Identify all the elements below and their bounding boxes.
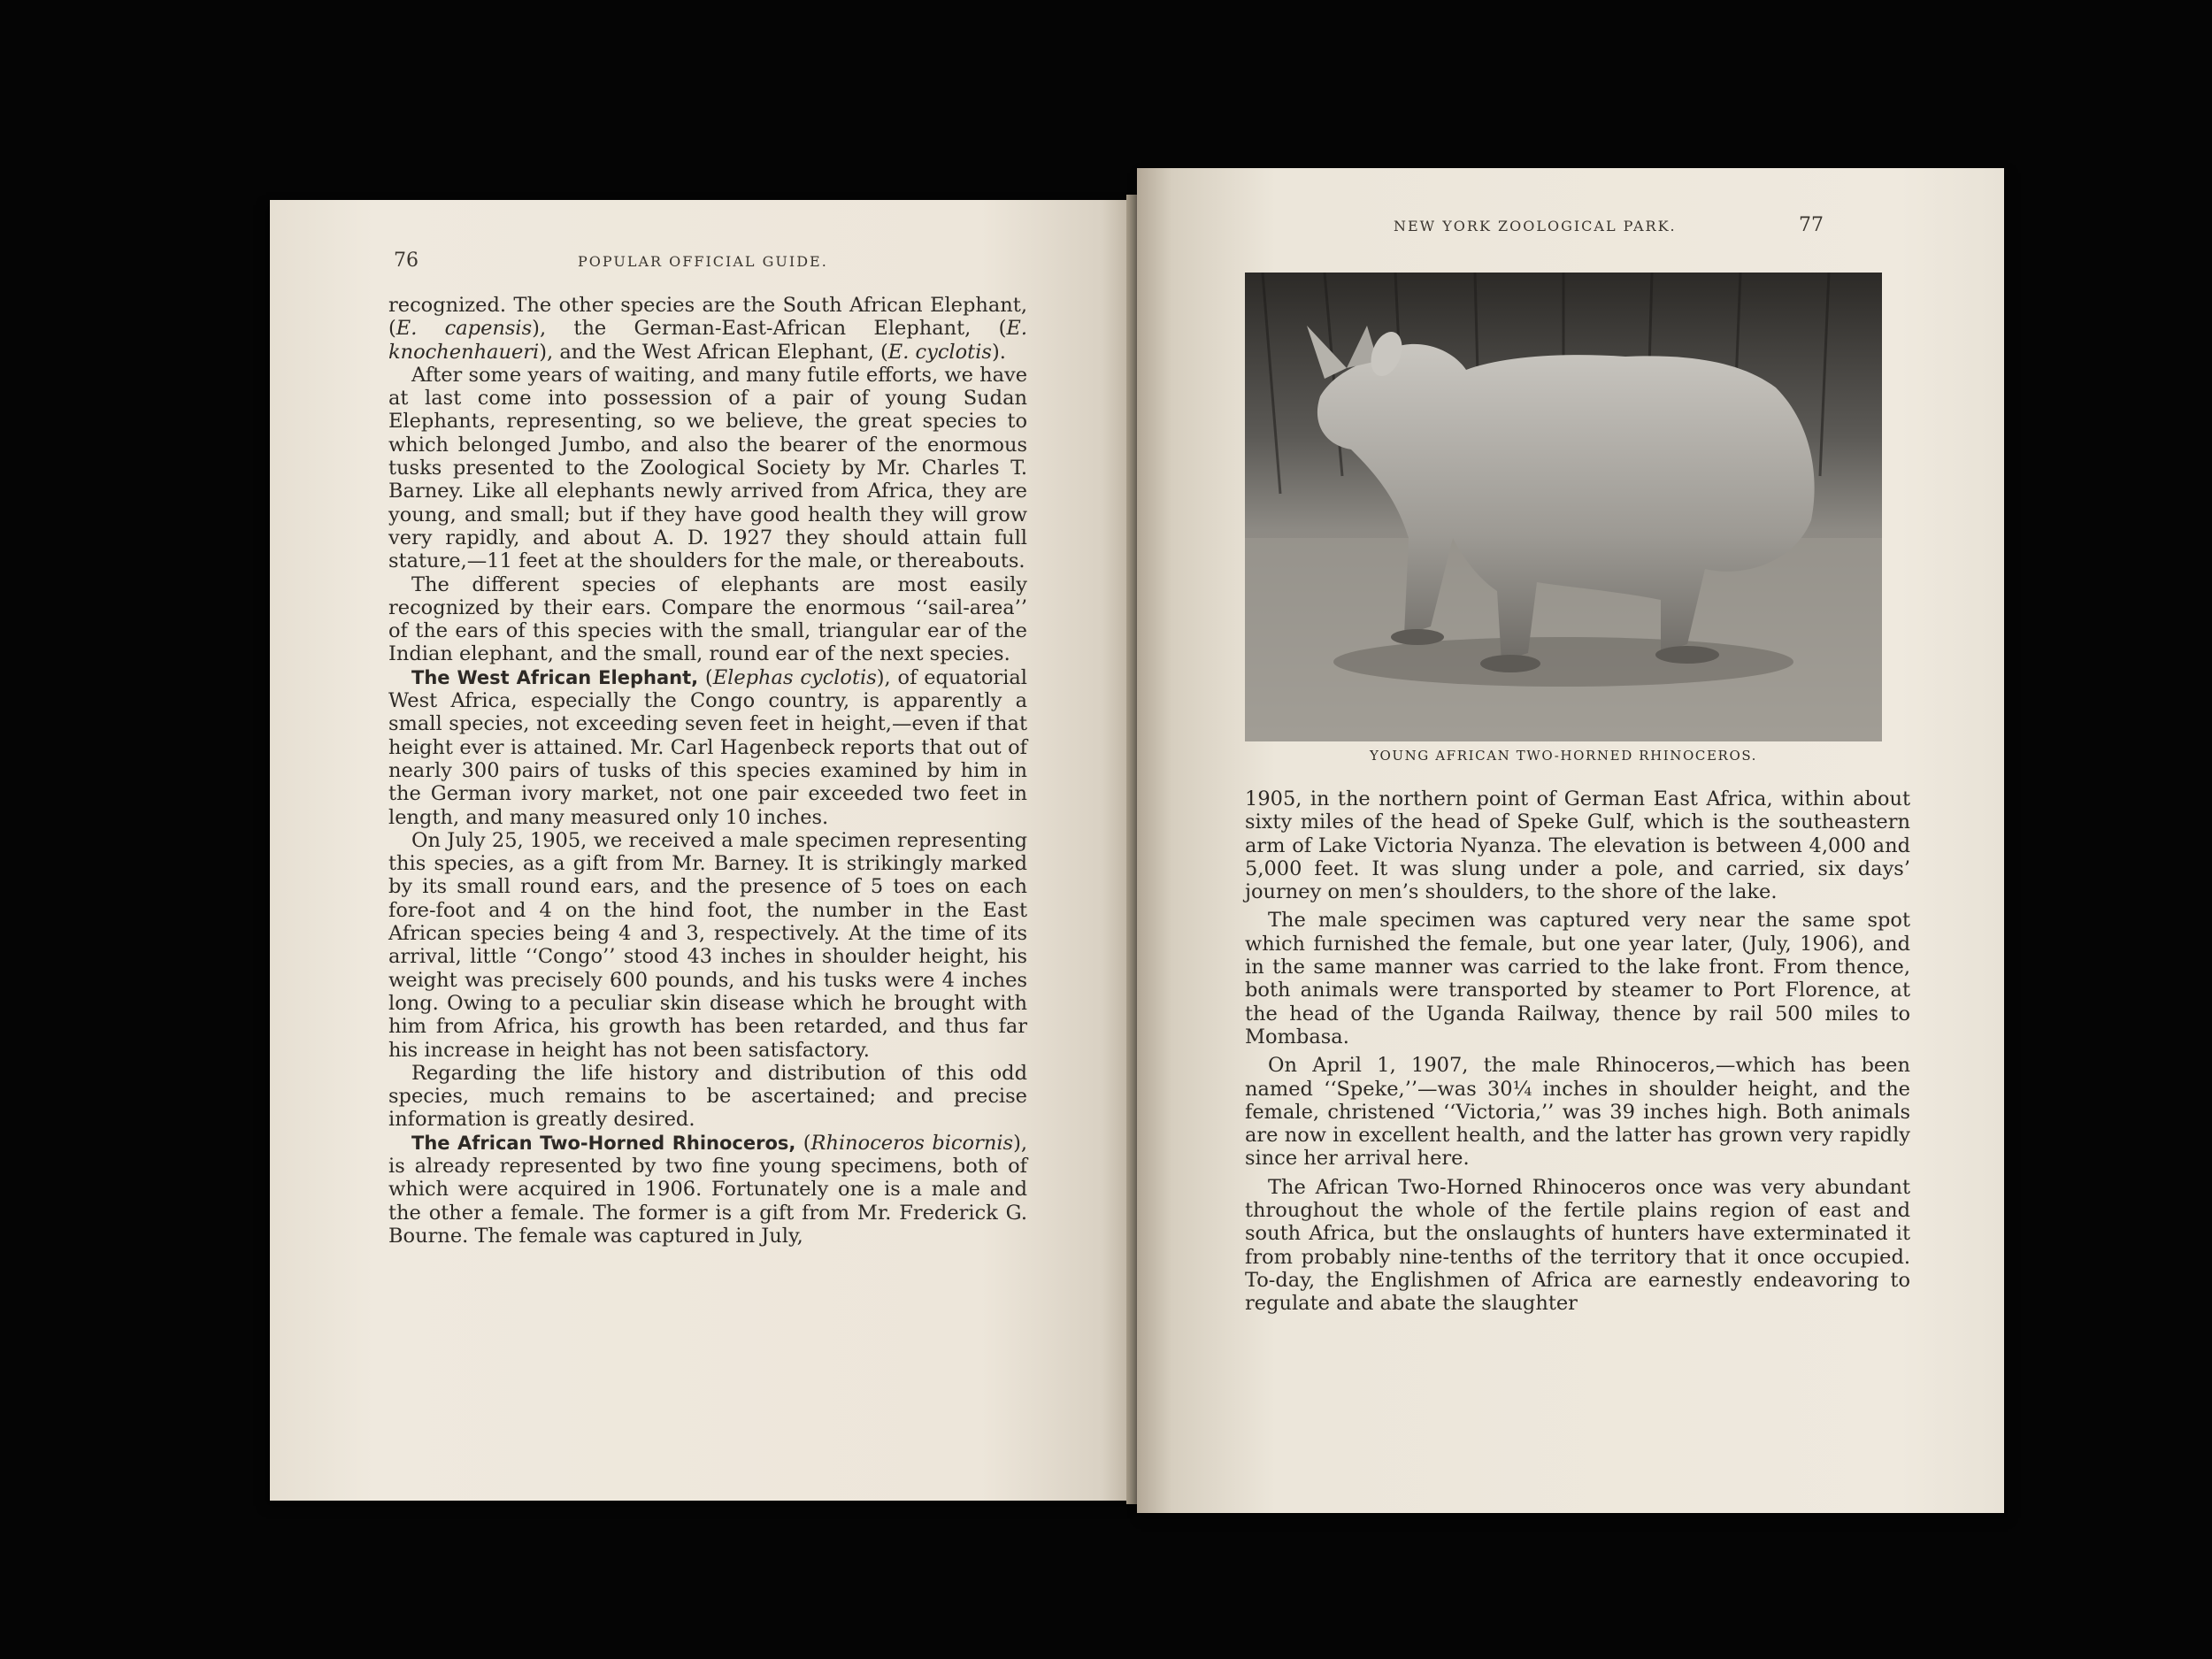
paragraph: The different species of elephants are most easily recognized by their ears. Compare the enormous ‘‘sail-area’’ of the ears of this species with the small, triangular ear of the Indian elephant, and the small, round ear of the next species.: [388, 572, 1027, 666]
right-page-text: [1245, 787, 1910, 1316]
paragraph: The African Two-Horned Rhinoceros once was very abundant throughout the whole of the fertile plains region of east and south Africa, but the onslaughts of hunters have exterminated it from probably nine-tenths of the territory that it once occupied. To-day, the Englishmen of Africa are earnestly endeavoring to regulate and abate the slaughter: [1245, 1175, 1910, 1316]
running-head-right: NEW YORK ZOOLOGICAL PARK.: [1394, 218, 1677, 234]
open-book: [270, 168, 2004, 1517]
left-page: [270, 200, 1137, 1501]
paragraph: The African Two-Horned Rhinoceros, (Rhinoceros bicornis), is already represented by two fine young specimens, both of which were acquired in 1906. Fortunately one is a male and the other a female. The former is a gift from Mr. Frederick G. Bourne. The female was captured in July,: [388, 1131, 1027, 1248]
right-page: [1137, 168, 2004, 1513]
paragraph: Regarding the life history and distribution of this odd species, much remains to be ascertained; and precise information is greatly desired.: [388, 1061, 1027, 1132]
page-number-right: 77: [1799, 214, 1824, 236]
paragraph: On April 1, 1907, the male Rhinoceros,—which has been named ‘‘Speke,’’—was 30¼ inches in shoulder height, and the female, christened ‘‘Victoria,’’ was 39 inches high. Both animals are now in excellent health, and the latter has grown very rapidly since her arrival here.: [1245, 1054, 1910, 1171]
page-number-left: 76: [394, 250, 419, 272]
section-heading: The African Two-Horned Rhinoceros,: [411, 1132, 796, 1154]
running-head-left: POPULAR OFFICIAL GUIDE.: [578, 253, 828, 270]
photo-caption: YOUNG AFRICAN TWO-HORNED RHINOCEROS.: [1369, 748, 1758, 764]
rhinoceros-photo: [1245, 273, 1882, 741]
left-page-text: [388, 294, 1027, 1248]
paragraph: The male specimen was captured very near the same spot which furnished the female, but one year later, (July, 1906), and in the same manner was carried to the lake front. From thence, both animals were transported by steamer to Port Florence, at the head of the Uganda Railway, thence by rail 500 miles to Mombasa.: [1245, 909, 1910, 1048]
paragraph: 1905, in the northern point of German East Africa, within about sixty miles of the head of Speke Gulf, which is the southeastern arm of Lake Victoria Nyanza. The elevation is between 4,000 and 5,000 feet. It was slung under a pole, and carried, six days’ journey on men’s shoulders, to the shore of the lake.: [1245, 787, 1910, 904]
paragraph: On July 25, 1905, we received a male specimen representing this species, as a gift from Mr. Barney. It is strikingly marked by its small round ears, and the presence of 5 toes on each fore-foot and 4 on the hind foot, the number in the East African species being 4 and 3, respectively. At the time of its arrival, little ‘‘Congo’’ stood 43 inches in shoulder height, his weight was precisely 600 pounds, and his tusks were 4 inches long. Owing to a peculiar skin disease which he brought with him from Africa, his growth has been retarded, and thus far his increase in height has not been satisfactory.: [388, 828, 1027, 1062]
paragraph: After some years of waiting, and many futile efforts, we have at last come into possession of a pair of young Sudan Elephants, representing, so we believe, the great species to which belonged Jumbo, and also the bearer of the enormous tusks presented to the Zoological Society by Mr. Charles T. Barney. Like all elephants newly arrived from Africa, they are young, and small; but if they have good health they will grow very rapidly, and about A. D. 1927 they should attain full stature,—11 feet at the shoulders for the male, or thereabouts.: [388, 363, 1028, 573]
paragraph: The West African Elephant, (Elephas cyclotis), of equatorial West Africa, especially the Congo country, is apparently a small species, not exceeding seven feet in height,—even if that height ever is attained. Mr. Carl Hagenbeck reports that out of nearly 300 pairs of tusks of this species examined by him in the German ivory market, not one pair exceeded two feet in length, and many measured only 10 inches.: [388, 665, 1027, 829]
paragraph: recognized. The other species are the South African Elephant, (E. capensis), the German-East-African Elephant, (E. knochenhaueri), and the West African Elephant, (E. cyclotis).: [388, 294, 1027, 364]
section-heading: The West African Elephant,: [411, 666, 699, 688]
